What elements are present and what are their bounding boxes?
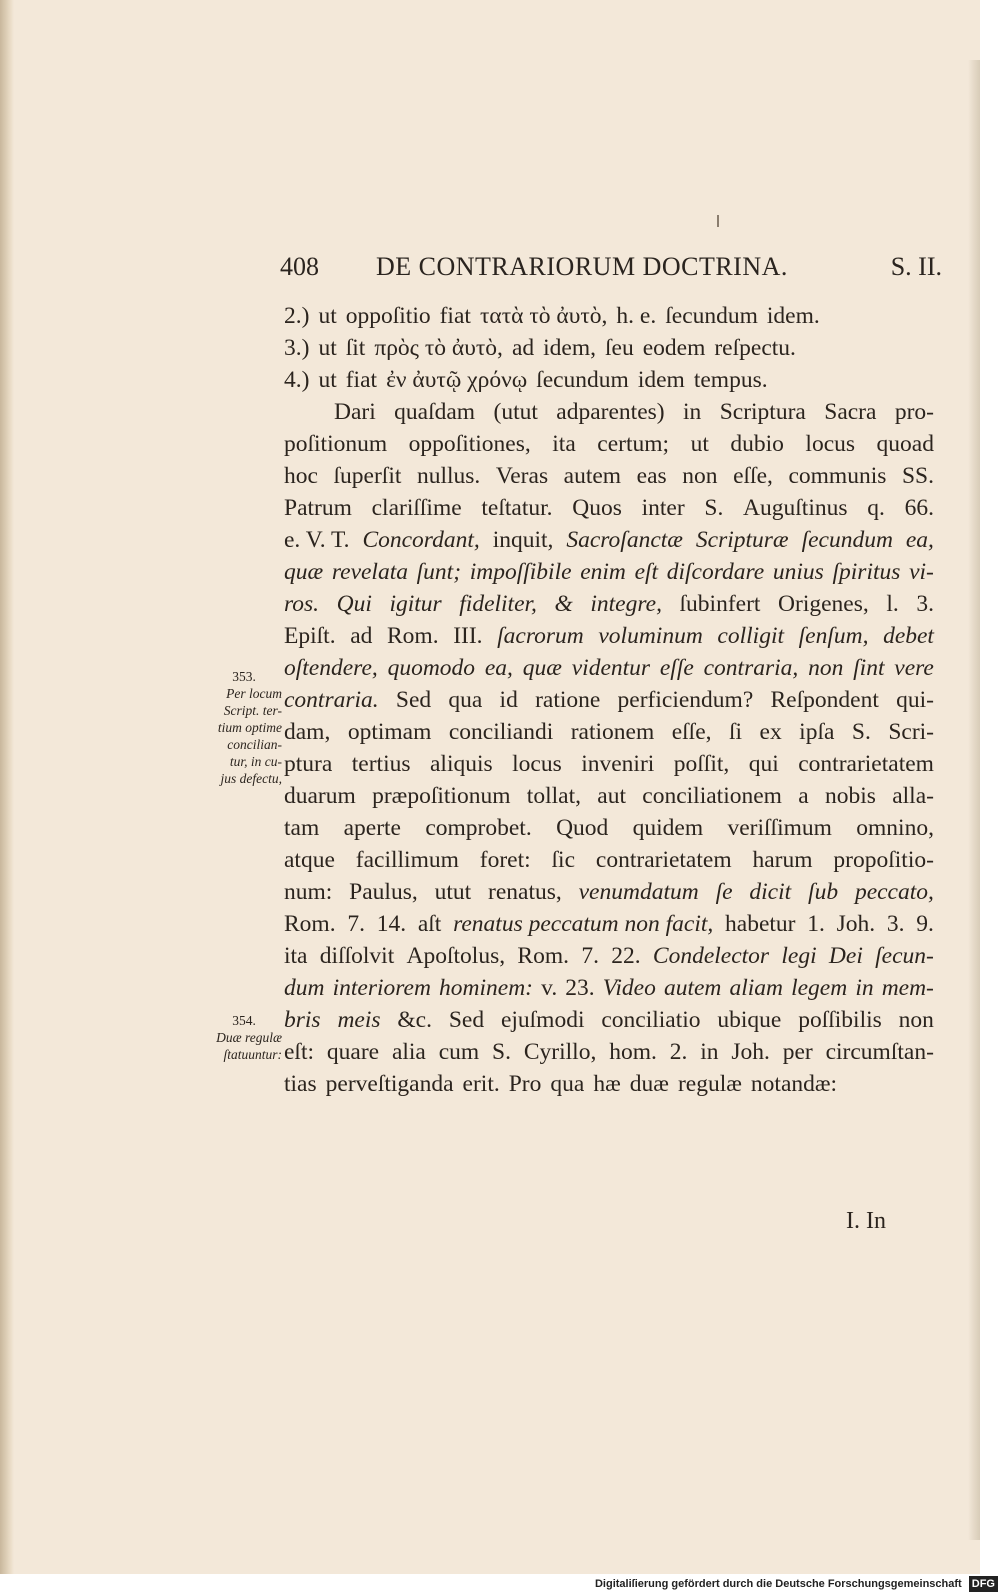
word: ad [511, 335, 535, 361]
word: Apoſtolus, [406, 943, 506, 969]
credit-text: Digitaliſierung gefördert durch die Deutsche Forschungsgemeinschaft [594, 1578, 962, 1590]
word: contrarietatem [798, 751, 934, 777]
word: qua [550, 1071, 585, 1097]
word: quoad [876, 431, 934, 457]
word: debet [883, 623, 934, 649]
word: quaſdam [394, 399, 476, 425]
word: aliam [729, 975, 783, 1001]
word: ut [318, 335, 337, 361]
word: perveſtiganda [325, 1071, 454, 1097]
text-line [284, 844, 934, 876]
word: Quos [572, 495, 622, 521]
word: ſecundum [801, 527, 893, 553]
word: propoſitio- [833, 847, 934, 873]
text-line [284, 524, 934, 556]
word: aſt [417, 911, 442, 937]
word: Qui [336, 591, 372, 617]
word: l. [886, 591, 899, 617]
margin-note-number: 354. [232, 1013, 256, 1028]
margin-note-line: Duæ regulæ [216, 1030, 282, 1045]
word: vere [894, 655, 934, 681]
margin-note-line: tium optime [217, 720, 282, 735]
word: ſuperſit [333, 463, 402, 489]
word: nobis [824, 783, 876, 809]
word: non [808, 655, 844, 681]
word: 23. [565, 975, 595, 1001]
word: tias [284, 1071, 317, 1097]
word: eſſe [659, 655, 694, 681]
word: eas [636, 463, 667, 489]
margin-note-353 [186, 668, 282, 787]
word: præpoſitionum [372, 783, 511, 809]
word: non [682, 463, 718, 489]
word: Concordant, [362, 527, 480, 553]
word: 3.) [284, 335, 310, 361]
word: locus [512, 751, 562, 777]
word: diſſolvit [319, 943, 395, 969]
word: Video [602, 975, 656, 1001]
word: conciliatio [601, 1007, 701, 1033]
word: ea, [905, 527, 934, 553]
word: id [499, 687, 518, 713]
word: eſſe, [733, 463, 773, 489]
word: hom. [609, 1039, 657, 1065]
word: III. [453, 623, 483, 649]
word: habetur [725, 911, 796, 937]
word: 9. [916, 911, 934, 937]
text-line [284, 876, 934, 908]
word: SS. [901, 463, 934, 489]
word: qua [448, 687, 483, 713]
word: quare [326, 1039, 380, 1065]
text-line [284, 812, 934, 844]
running-title: DE CONTRARIORUM DOCTRINA. [376, 252, 788, 281]
word: hominem: [439, 975, 533, 1001]
word: oppoſitio [345, 303, 431, 329]
word: idem. [766, 303, 820, 329]
word: ubique [717, 1007, 782, 1033]
word: ejuſmodi [500, 1007, 585, 1033]
word: ut [690, 431, 709, 457]
word: 7. [347, 911, 365, 937]
word: dubio [730, 431, 784, 457]
word: q. [867, 495, 885, 521]
text-line [284, 396, 934, 428]
word: impoſſibile [469, 559, 572, 585]
word: nullus. [416, 463, 481, 489]
word: tam [284, 815, 320, 841]
word: eodem [642, 335, 706, 361]
word: quæ [522, 655, 562, 681]
word: diſcordare [666, 559, 765, 585]
word: igitur [389, 591, 442, 617]
word: tempus. [693, 367, 768, 393]
word: in [855, 975, 874, 1001]
word: Sacroſanctæ [566, 527, 683, 553]
word: foret: [479, 847, 531, 873]
word: notandæ: [750, 1071, 838, 1097]
margin-note-line: tur, in cu- [229, 754, 282, 769]
word: legi [781, 943, 817, 969]
word: harum [752, 847, 813, 873]
word: eſt [634, 559, 659, 585]
word: venumdatum [578, 879, 699, 905]
word: 3. [886, 911, 905, 937]
word: fiat [345, 367, 378, 393]
text-line [284, 780, 934, 812]
margin-note-line: Script. ter- [223, 703, 282, 718]
word: non [898, 1007, 934, 1033]
word: oppoſitiones, [408, 431, 531, 457]
word: Dari [334, 399, 376, 425]
word: ſenſum, [798, 623, 869, 649]
word: Pro [508, 1071, 542, 1097]
text-line [284, 652, 934, 684]
word: Joh. [731, 1039, 770, 1065]
word: autem [563, 463, 622, 489]
word: Sacra [824, 399, 877, 425]
text-line [284, 588, 934, 620]
word: ita [552, 431, 576, 457]
margin-note-line: concilian- [227, 737, 282, 752]
word: idem, [543, 335, 596, 361]
word: ut [318, 303, 337, 329]
word: alla- [892, 783, 934, 809]
word: oſtendere, [284, 655, 378, 681]
word: colligit [717, 623, 784, 649]
word: Reſpondent [770, 687, 879, 713]
page-edge [968, 60, 980, 1540]
word: Scriptura [719, 399, 806, 425]
word: qui- [896, 687, 934, 713]
word: ratione [535, 687, 601, 713]
catchword: I. In [846, 1208, 886, 1234]
word: Rom. [284, 911, 336, 937]
word: 7. [581, 943, 599, 969]
margin-note-number: 353. [232, 669, 256, 684]
word: regulæ [677, 1071, 742, 1097]
word: Epiſt. [284, 623, 336, 649]
text-line [284, 300, 820, 332]
word: unius [772, 559, 824, 585]
word: ſeu [605, 335, 634, 361]
word: Scripturæ [695, 527, 789, 553]
text-line [284, 940, 934, 972]
word: circumſtan- [825, 1039, 934, 1065]
word: ut [318, 367, 337, 393]
word: tollat, [526, 783, 581, 809]
word: dum [284, 975, 325, 1001]
word: 1. [807, 911, 825, 937]
word: clariſſime [371, 495, 462, 521]
word: S. [492, 1039, 511, 1065]
word: interiorem [332, 975, 431, 1001]
page-spine-shadow [0, 0, 14, 1574]
text-line [284, 460, 934, 492]
word: bris [284, 1007, 321, 1033]
word: inquit, [492, 527, 554, 553]
word: aut [597, 783, 626, 809]
word: qui [748, 751, 779, 777]
word: alia [391, 1039, 426, 1065]
page-number: 408 [280, 252, 319, 281]
word: perficiendum? [617, 687, 754, 713]
word: h. e. [616, 303, 657, 329]
word: Dei [828, 943, 863, 969]
word: Sed [395, 687, 432, 713]
word: teſtatur. [481, 495, 553, 521]
word: ea, [484, 655, 513, 681]
word: revelata [331, 559, 408, 585]
text-line [284, 556, 934, 588]
word: 3. [916, 591, 934, 617]
word: in [700, 1039, 719, 1065]
word: contrarietatem [595, 847, 732, 873]
word: Rom. [517, 943, 570, 969]
word: ſubinfert [679, 591, 761, 617]
text-line [284, 332, 796, 364]
text-line [284, 1004, 934, 1036]
word: quidem [632, 815, 704, 841]
dfg-logo: DFG [969, 1576, 998, 1592]
word: 2. [669, 1039, 688, 1065]
word: peccato, [854, 879, 934, 905]
word: enim [580, 559, 626, 585]
text-line [284, 620, 934, 652]
word: poſitionum [284, 431, 388, 457]
word: ros. [284, 591, 320, 617]
word: hoc [284, 463, 318, 489]
word: aliquis [429, 751, 493, 777]
word: 14. [376, 911, 407, 937]
word: quomodo [387, 655, 476, 681]
word: S. [704, 495, 724, 521]
word: renatus peccatum non facit, [453, 911, 714, 937]
word: Joh. [836, 911, 876, 937]
word: fiat [439, 303, 471, 329]
word: Origenes, [778, 591, 869, 617]
word: erit. [462, 1071, 500, 1097]
word: utut [434, 879, 472, 905]
word: contraria. [284, 687, 379, 713]
word: facillimum [355, 847, 459, 873]
word: ſint [853, 655, 885, 681]
word: mem- [881, 975, 934, 1001]
word: duæ [629, 1071, 669, 1097]
word: ſic [551, 847, 576, 873]
word: voluminum [598, 623, 703, 649]
word: num: [284, 879, 333, 905]
word: ſpiritus [832, 559, 901, 585]
digitization-credit [560, 1576, 1000, 1592]
word: legem [791, 975, 848, 1001]
word: S. [851, 719, 871, 745]
word: Auguſtinus [743, 495, 848, 521]
word: Paulus, [349, 879, 418, 905]
text-line [284, 492, 934, 524]
text-line [284, 1068, 837, 1100]
word: certum; [597, 431, 670, 457]
word: rationem [570, 719, 655, 745]
word: ſe [715, 879, 733, 905]
word: locus [805, 431, 856, 457]
word: cum [438, 1039, 480, 1065]
margin-note-354 [186, 1012, 282, 1063]
text-line [284, 428, 934, 460]
word: poſſibilis [798, 1007, 882, 1033]
word: vi- [909, 559, 934, 585]
word: 4.) [284, 367, 310, 393]
word: Rom. [386, 623, 439, 649]
word: quæ [284, 559, 324, 585]
word: duarum [284, 783, 356, 809]
word: ex [759, 719, 782, 745]
word: v. [541, 975, 558, 1001]
word: per [782, 1039, 813, 1065]
word: in [683, 399, 702, 425]
word: tertius [351, 751, 411, 777]
word: 2.) [284, 303, 310, 329]
word: conciliandi [448, 719, 554, 745]
text-line [284, 908, 934, 940]
word: (utut [493, 399, 538, 425]
word: ſunt; [416, 559, 462, 585]
word: optimam [347, 719, 432, 745]
word: hæ [593, 1071, 621, 1097]
word: reſpectu. [714, 335, 796, 361]
margin-note-line: Per locum [226, 686, 282, 701]
word: Sed [448, 1007, 485, 1033]
word: ſub [808, 879, 839, 905]
word: Patrum [284, 495, 352, 521]
word: ſi [728, 719, 743, 745]
word: Quod [556, 815, 609, 841]
word: Scri- [888, 719, 934, 745]
word: dicit [749, 879, 792, 905]
text-line [284, 748, 934, 780]
word: integre, [590, 591, 662, 617]
word: a [798, 783, 809, 809]
text-line [284, 716, 934, 748]
word: ſacrorum [497, 623, 584, 649]
word: ita [284, 943, 308, 969]
text-line [284, 972, 934, 1004]
word: videntur [571, 655, 651, 681]
running-header [280, 248, 942, 288]
word: Cyrillo, [523, 1039, 597, 1065]
word: veriſſimum [727, 815, 832, 841]
margin-note-line: ſtatuuntur: [223, 1047, 282, 1062]
word: dam, [284, 719, 331, 745]
word: omnino, [856, 815, 934, 841]
word: Condelector [652, 943, 770, 969]
word: inveniri [581, 751, 655, 777]
paper-mark [717, 215, 719, 227]
word: fideliter, [459, 591, 537, 617]
word: πρὸς τὸ ἀυτὸ, [374, 335, 503, 361]
word: eſt: [284, 1039, 315, 1065]
word: atque [284, 847, 335, 873]
word: meis [337, 1007, 381, 1033]
word: conciliationem [642, 783, 782, 809]
section-label: S. II. [890, 252, 942, 281]
word: e. V. T. [284, 527, 350, 553]
word: 66. [904, 495, 934, 521]
word: ſecundum [536, 367, 629, 393]
word: contraria, [703, 655, 799, 681]
word: communis [788, 463, 887, 489]
word: ptura [284, 751, 333, 777]
word: ad [350, 623, 373, 649]
word: adparentes) [556, 399, 665, 425]
margin-note-line: jus defectu, [220, 771, 282, 786]
word: ſecundum [665, 303, 758, 329]
word: aperte [343, 815, 401, 841]
word: ſecun- [875, 943, 934, 969]
word: τατὰ τὸ ἀυτὸ, [479, 303, 608, 329]
word: autem [663, 975, 722, 1001]
word: &c. [397, 1007, 432, 1033]
word: eſſe, [671, 719, 712, 745]
word: comprobet. [425, 815, 532, 841]
text-line [284, 684, 934, 716]
word: ἐν ἀυτῷ χρόνῳ [386, 367, 528, 393]
word: idem [637, 367, 685, 393]
word: pro- [894, 399, 934, 425]
word: Veras [495, 463, 549, 489]
word: ipſa [799, 719, 835, 745]
word: renatus, [488, 879, 562, 905]
word: inter [641, 495, 685, 521]
word: & [554, 591, 573, 617]
word: ſit [345, 335, 366, 361]
text-line [284, 1036, 934, 1068]
word: 22. [611, 943, 641, 969]
text-line [284, 364, 768, 396]
word: poſſit, [673, 751, 730, 777]
